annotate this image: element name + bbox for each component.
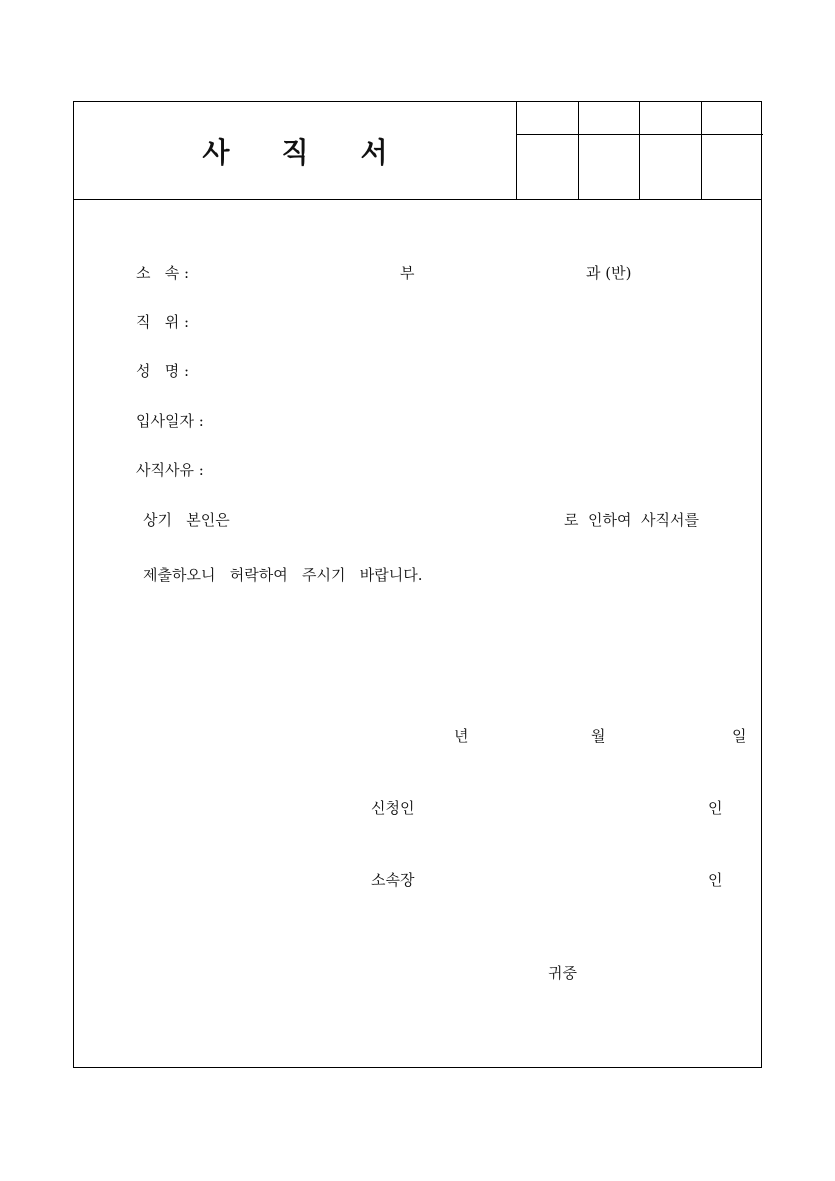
statement-line1-start: 상기 본인은 xyxy=(143,511,230,529)
date-year: 년 xyxy=(454,727,469,745)
resignation-form xyxy=(73,101,762,1068)
approval-header-cell xyxy=(517,102,579,134)
approval-header-cell xyxy=(640,102,702,134)
title-char-1: 사 xyxy=(202,136,230,169)
form-header xyxy=(74,102,761,200)
applicant-label: 신청인 xyxy=(371,799,415,817)
title-char-3: 서 xyxy=(360,136,388,169)
approval-sign-cell[interactable] xyxy=(701,134,763,200)
supervisor-seal: 인 xyxy=(708,871,723,889)
approval-header-cell xyxy=(578,102,640,134)
name-label: 성 명 : xyxy=(136,362,190,380)
approval-sign-cell[interactable] xyxy=(517,134,579,200)
statement-line1-end: 로 인하여 사직서를 xyxy=(564,511,699,529)
approval-box xyxy=(516,102,763,200)
affiliation-label: 소 속 : xyxy=(136,264,190,282)
addressee: 귀중 xyxy=(548,964,577,982)
date-day: 일 xyxy=(732,727,747,745)
supervisor-label: 소속장 xyxy=(371,871,415,889)
title-char-2: 직 xyxy=(281,136,309,169)
department-suffix: 부 xyxy=(400,264,415,282)
statement-line2: 제출하오니 허락하여 주시기 바랍니다. xyxy=(143,566,423,584)
section-suffix: 과 (반) xyxy=(586,264,632,282)
date-month: 월 xyxy=(591,727,606,745)
position-label: 직 위 : xyxy=(136,313,190,331)
applicant-seal: 인 xyxy=(708,799,723,817)
approval-sign-cell[interactable] xyxy=(640,134,702,200)
approval-sign-cell[interactable] xyxy=(578,134,640,200)
resignation-reason-label: 사직사유 : xyxy=(136,461,204,479)
join-date-label: 입사일자 : xyxy=(136,412,204,430)
approval-header-cell xyxy=(701,102,763,134)
document-title xyxy=(74,102,516,200)
